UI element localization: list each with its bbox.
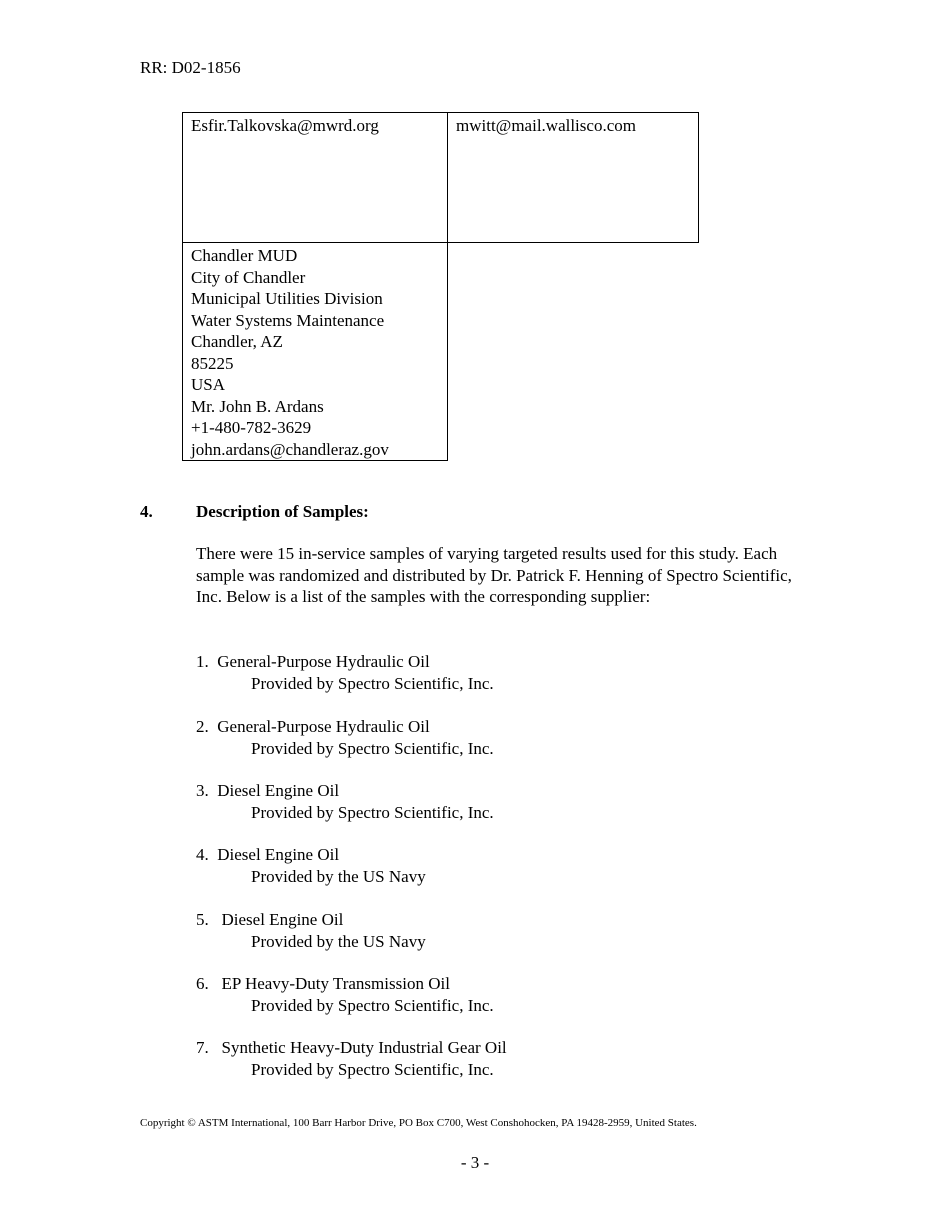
- list-item: [196, 973, 494, 1016]
- address-line: Chandler, AZ: [191, 332, 283, 351]
- contact-email-cell: mwitt@mail.wallisco.com: [448, 113, 699, 243]
- list-item: [196, 651, 494, 694]
- address-line: USA: [191, 375, 226, 394]
- address-line: Municipal Utilities Division: [191, 289, 383, 308]
- section-number: 4.: [140, 502, 153, 521]
- table-row: [183, 243, 699, 461]
- sample-provider: Provided by Spectro Scientific, Inc.: [251, 673, 494, 693]
- list-item: [196, 716, 494, 759]
- list-item: [196, 780, 494, 823]
- address-line: +1-480-782-3629: [191, 418, 312, 437]
- empty-cell: [448, 243, 699, 461]
- sample-name: 4. Diesel Engine Oil: [196, 845, 340, 864]
- copyright-footer: Copyright © ASTM International, 100 Barr Harbor Drive, PO Box C700, West Conshohocken, PA 19428-2959, United States.: [140, 1117, 697, 1129]
- address-line: City of Chandler: [191, 267, 306, 287]
- address-line: 85225: [191, 353, 234, 373]
- sample-name: 7. Synthetic Heavy-Duty Industrial Gear Oil: [196, 1038, 507, 1057]
- sample-name: 5. Diesel Engine Oil: [196, 910, 344, 929]
- sample-provider: Provided by Spectro Scientific, Inc.: [251, 995, 494, 1015]
- sample-provider: Provided by the US Navy: [251, 866, 426, 886]
- address-line: Mr. John B. Ardans: [191, 396, 324, 416]
- address-line: Water Systems Maintenance: [191, 310, 385, 330]
- sample-provider: Provided by the US Navy: [251, 931, 426, 951]
- sample-name: 2. General-Purpose Hydraulic Oil: [196, 717, 430, 736]
- contact-email-cell: Esfir.Talkovska@mwrd.org: [183, 113, 448, 243]
- sample-provider: Provided by Spectro Scientific, Inc.: [251, 738, 494, 758]
- table-row: [183, 113, 699, 243]
- list-item: [196, 1037, 507, 1080]
- sample-provider: Provided by Spectro Scientific, Inc.: [251, 802, 494, 822]
- address-line: Chandler MUD: [191, 246, 298, 265]
- sample-name: 1. General-Purpose Hydraulic Oil: [196, 652, 430, 671]
- contact-address-cell: [183, 243, 448, 461]
- sample-name: 3. Diesel Engine Oil: [196, 781, 340, 800]
- list-item: [196, 844, 426, 887]
- address-line: john.ardans@chandleraz.gov: [191, 439, 389, 459]
- report-reference: RR: D02-1856: [140, 58, 241, 77]
- sample-name: 6. EP Heavy-Duty Transmission Oil: [196, 974, 450, 993]
- section-title: Description of Samples:: [196, 502, 369, 521]
- contacts-table: [182, 112, 699, 461]
- section-paragraph: There were 15 in-service samples of varying targeted results used for this study. Each sample was randomized and distributed by Dr. Patrick F. Henning of Spectro Scientific, Inc. Below is a list of the samples with the corresponding supplier:: [196, 544, 792, 606]
- list-item: [196, 909, 426, 952]
- sample-provider: Provided by Spectro Scientific, Inc.: [251, 1059, 494, 1079]
- page-number: - 3 -: [460, 1153, 490, 1172]
